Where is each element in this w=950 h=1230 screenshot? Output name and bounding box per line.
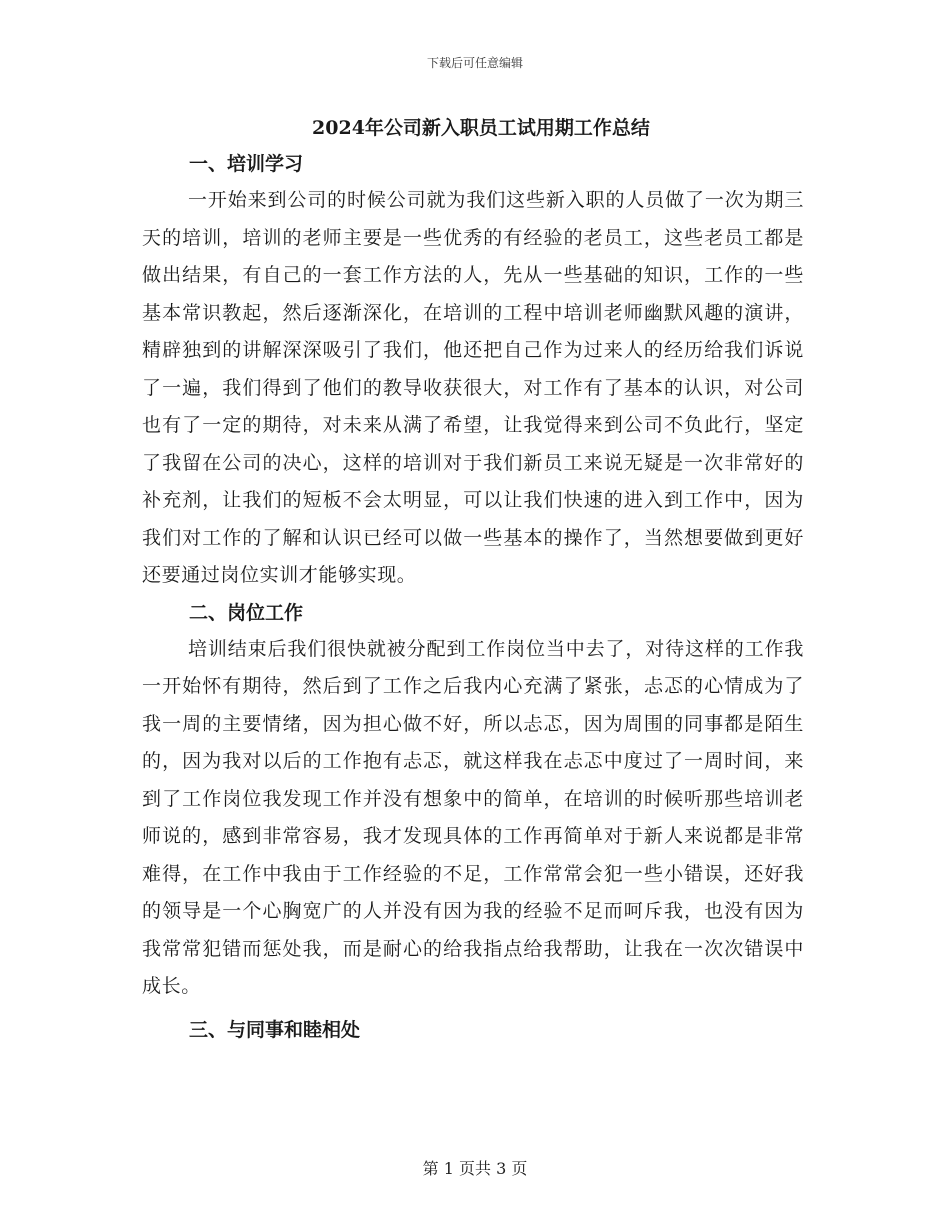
section-paragraph-training: 一开始来到公司的时候公司就为我们这些新入职的人员做了一次为期三天的培训，培训的老师主要是一些优秀的有经验的老员工，这些老员工都是做出结果，有自己的一套工作方法的人，先从一些基础的知识，工作的一些基本常识教起，然后逐渐深化，在培训的工程中培训老师幽默风趣的演讲，精辟独到的讲解深深吸引了我们，他还把自己作为过来人的经历给我们诉说了一遍，我们得到了他们的教导收获很大，对工作有了基本的认识，对公司也有了一定的期待，对未来从满了希望，让我觉得来到公司不负此行，坚定了我留在公司的决心，这样的培训对于我们新员工来说无疑是一次非常好的补充剂，让我们的短板不会太明显，可以让我们快速的进入到工作中，因为我们对工作的了解和认识已经可以做一些基本的操作了，当然想要做到更好还要通过岗位实训才能够实现。 [142,189,804,586]
section-paragraph-job: 培训结束后我们很快就被分配到工作岗位当中去了，对待这样的工作我一开始怀有期待，然后到了工作之后我内心充满了紧张，忐忑的心情成为了我一周的主要情绪，因为担心做不好，所以忐忑，因为周围的同事都是陌生的，因为我对以后的工作抱有忐忑，就这样我在忐忑中度过了一周时间，来到了工作岗位我发现工作并没有想象中的简单，在培训的时候听那些培训老师说的，感到非常容易，我才发现具体的工作再简单对于新人来说都是非常难得，在工作中我由于工作经验的不足，工作常常会犯一些小错误，还好我的领导是一个心胸宽广的人并没有因为我的经验不足而呵斥我，也没有因为我常常犯错而惩处我，而是耐心的给我指点给我帮助，让我在一次次错误中成长。 [142,637,804,997]
page-number: 第 1 页共 3 页 [422,1159,528,1178]
document-body [142,112,804,1048]
section-heading-training: 一、培训学习 [189,153,304,175]
document-title: 2024年公司新入职员工试用期工作总结 [312,117,650,139]
section-heading-colleagues: 三、与同事和睦相处 [189,1018,361,1041]
section-heading-job: 二、岗位工作 [189,601,304,624]
page-header: 下载后可任意编辑 [426,56,523,70]
